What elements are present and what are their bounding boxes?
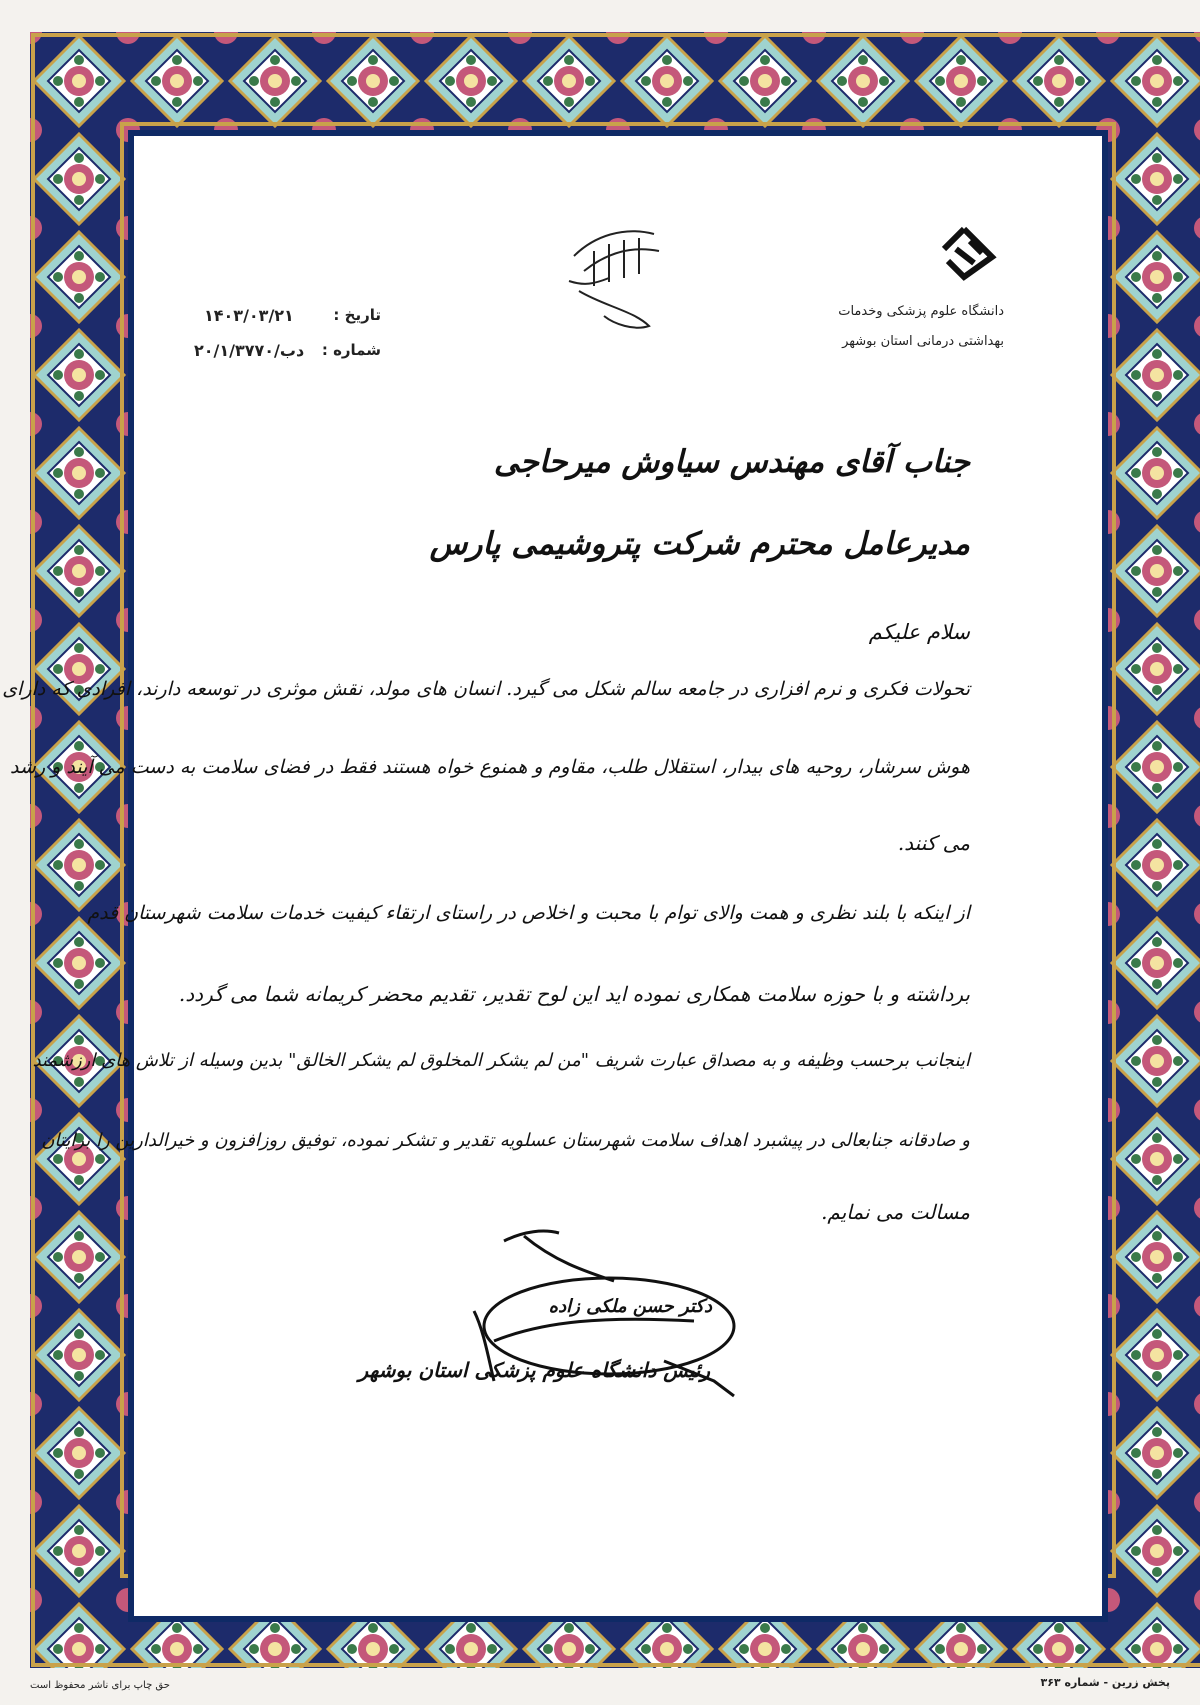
university-name-line1: دانشگاه علوم پزشکی وخدمات xyxy=(838,304,1004,319)
body-line: مسالت می نمایم. xyxy=(821,1200,970,1224)
body-line: می کنند. xyxy=(897,831,970,855)
certificate-paper xyxy=(2,136,1102,1616)
recipient-name: جناب آقای مهندس سیاوش میرحاجی xyxy=(493,444,970,480)
number-label: شماره : xyxy=(321,341,381,359)
body-line: اینجانب برحسب وظیفه و به مصداق عبارت شریف "من لم یشکر المخلوق لم یشکر الخالق" بدین وسیله از تلاش های ارزشمند xyxy=(32,1050,970,1071)
number-value: ۲۰/۱/۳۷۷۰/دب xyxy=(194,341,305,360)
recipient-title: مدیرعامل محترم شرکت پتروشیمی پارس xyxy=(429,526,970,562)
body-line: هوش سرشار، روحیه های بیدار، استقلال طلب، مقاوم و همنوع خواه هستند فقط در فضای سلامت به دست می آیند و رشد xyxy=(10,756,970,778)
greeting: سلام علیکم xyxy=(868,620,970,644)
date-value: ۱۴۰۳/۰۳/۲۱ xyxy=(204,306,294,325)
publisher-number: پخش زرین - شماره ۳۶۳ xyxy=(1040,1676,1170,1689)
body-line: و صادقانه جنابعالی در پیشبرد اهداف سلامت شهرستان عسلویه تقدیر و تشکر نموده، توفیق روزافزون و خیرالدارین را برایتان xyxy=(41,1130,970,1151)
copyright-note: حق چاپ برای ناشر محفوظ است xyxy=(30,1680,170,1691)
university-logo-icon xyxy=(904,221,1014,281)
body-line: از اینکه با بلند نظری و همت والای توام با محبت و اخلاص در راستای ارتقاء کیفیت خدمات سلامت شهرستان قدم xyxy=(87,902,970,924)
body-line: برداشته و با حوزه سلامت همکاری نموده اید این لوح تقدیر، تقدیم محضر کریمانه شما می گردد. xyxy=(178,982,970,1006)
body-line: تحولات فکری و نرم افزاری در جامعه سالم شکل می گیرد. انسان های مولد، نقش موثری در توسعه دارند، افرادی که دارای xyxy=(2,678,970,700)
signatory-name: دکتر حسن ملکی زاده xyxy=(548,1296,712,1317)
signatory-title: رئیس دانشگاه علوم پزشکی استان بوشهر xyxy=(358,1358,710,1382)
certificate-border xyxy=(2,32,1200,1668)
date-label: تاریخ : xyxy=(333,306,381,324)
bismillah-calligraphy-icon xyxy=(554,216,674,336)
university-name-line2: بهداشتی درمانی استان بوشهر xyxy=(842,334,1004,349)
